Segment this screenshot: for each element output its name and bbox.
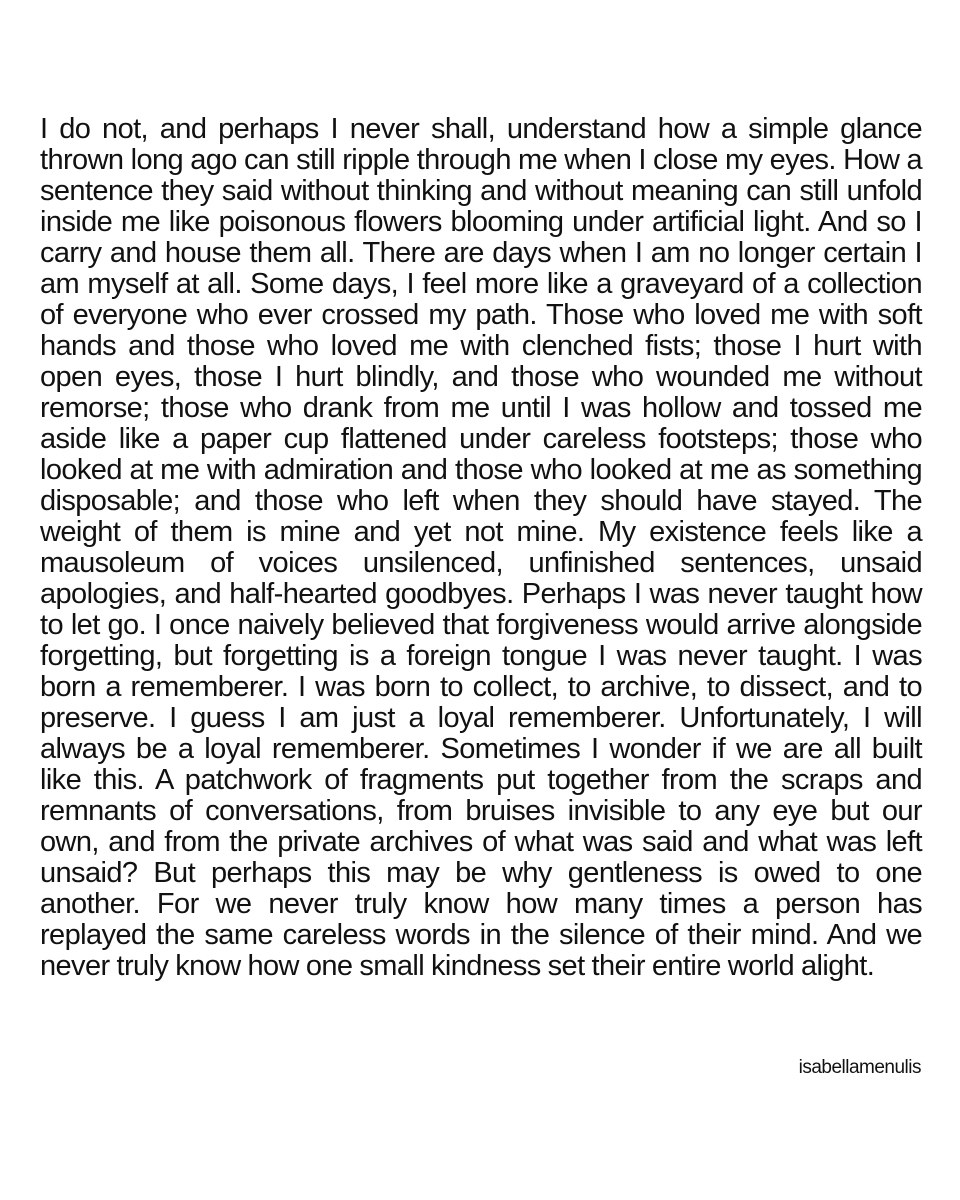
poem-passage: I do not, and perhaps I never shall, understand how a simple glance thrown long ago can still ripple through me when I close my eyes. How a sentence they said without thinking and without meaning can still unfold inside me like poisonous flowers blooming under artificial light. And so I carry and house them all. There are days when I am no longer certain I am myself at all. Some days, I feel more like a graveyard of a collection of everyone who ever crossed my path. Those who loved me with soft hands and those who loved me with clenched fists; those I hurt with open eyes, those I hurt blindly, and those who wounded me without remorse; those who drank from me until I was hollow and tossed me aside like a paper cup flattened under careless footsteps; those who looked at me with admiration and those who looked at me as something disposable; and those who left when they should have stayed. The weight of them is mine and yet not mine. My existence feels like a mausoleum of voices unsilenced, unfinished sentences, unsaid apologies, and half-hearted goodbyes. Perhaps I was never taught how to let go. I once naively believed that forgiveness would arrive alongside forgetting, but forgetting is a foreign tongue I was never taught. I was born a rememberer. I was born to collect, to archive, to dissect, and to preserve. I guess I am just a loyal rememberer. Unfortunately, I will always be a loyal rememberer. Sometimes I wonder if we are all built like this. A patchwork of fragments put together from the scraps and remnants of conversations, from bruises invisible to any eye but our own, and from the private archives of what was said and what was left unsaid? But perhaps this may be why gentleness is owed to one another. For we never truly know how many times a person has replayed the same careless words in the silence of their mind. And we never truly know how one small kindness set their entire world alight. [40,113,922,982]
author-signature: isabellamenulis [798,1057,921,1078]
